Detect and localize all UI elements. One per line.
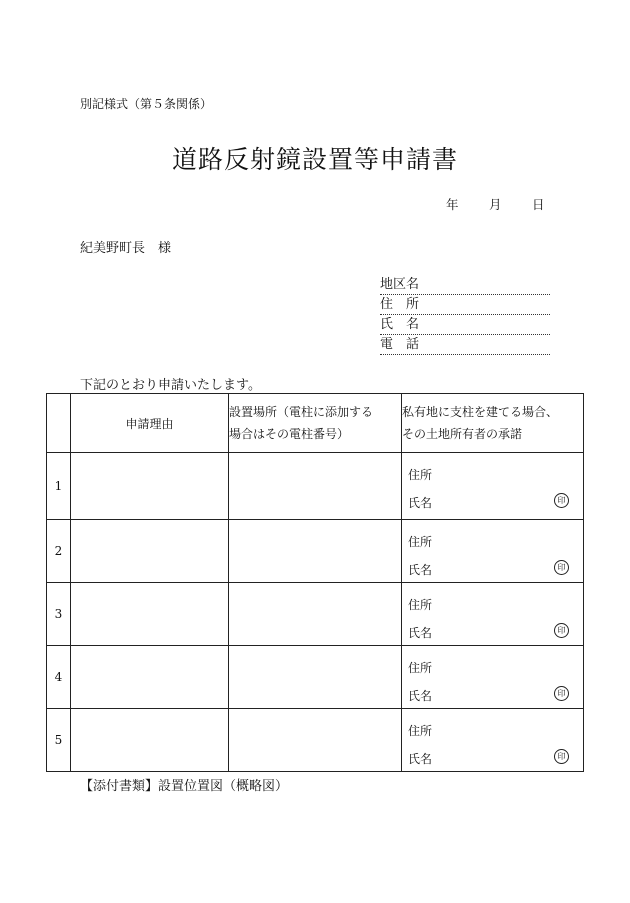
consent-name-label: 氏名 (408, 626, 433, 640)
row-number: 2 (47, 520, 71, 583)
reason-cell[interactable] (71, 709, 229, 772)
header-consent-line2: その土地所有者の承諾 (402, 427, 523, 441)
header-location (229, 394, 402, 453)
seal-icon: 印 (554, 623, 569, 638)
consent-address-label: 住所 (408, 724, 433, 738)
location-cell[interactable] (229, 453, 402, 520)
row-number: 3 (47, 583, 71, 646)
reason-cell[interactable] (71, 583, 229, 646)
attachment-note: 【添付書類】設置位置図（概略図） (80, 779, 289, 794)
reason-cell[interactable] (71, 453, 229, 520)
consent-address-label: 住所 (408, 468, 433, 482)
header-consent (402, 394, 584, 453)
applicant-phone-label: 電 話 (380, 337, 420, 352)
consent-name-label: 氏名 (408, 563, 433, 577)
consent-address-label: 住所 (408, 598, 433, 612)
seal-icon: 印 (554, 493, 569, 508)
location-cell[interactable] (229, 646, 402, 709)
seal-icon: 印 (554, 749, 569, 764)
consent-address-label: 住所 (408, 661, 433, 675)
header-location-line2: 場合はその電柱番号） (229, 427, 350, 441)
applicant-name-field[interactable] (380, 316, 550, 335)
consent-cell[interactable] (402, 520, 584, 583)
table-row (47, 646, 584, 709)
reason-cell[interactable] (71, 646, 229, 709)
location-cell[interactable] (229, 583, 402, 646)
table-row (47, 583, 584, 646)
date-month-label: 月 (489, 197, 502, 212)
seal-icon: 印 (554, 560, 569, 575)
table-header-row (47, 394, 584, 453)
intro-text: 下記のとおり申請いたします。 (80, 378, 261, 393)
applicant-phone-field[interactable] (380, 336, 550, 355)
seal-icon: 印 (554, 686, 569, 701)
consent-address-label: 住所 (408, 535, 433, 549)
addressee: 紀美野町長 様 (80, 241, 172, 256)
row-number: 5 (47, 709, 71, 772)
consent-cell[interactable] (402, 646, 584, 709)
header-consent-line1: 私有地に支柱を建てる場合、 (402, 405, 559, 419)
form-label: 別記様式（第５条関係） (80, 97, 213, 111)
table-row (47, 453, 584, 520)
header-reason: 申請理由 (71, 394, 229, 453)
location-cell[interactable] (229, 709, 402, 772)
header-number-cell (47, 394, 71, 453)
location-cell[interactable] (229, 520, 402, 583)
applicant-district-label: 地区名 (380, 277, 420, 292)
reason-cell[interactable] (71, 520, 229, 583)
row-number: 4 (47, 646, 71, 709)
consent-cell[interactable] (402, 583, 584, 646)
consent-name-label: 氏名 (408, 752, 433, 766)
date-day-label: 日 (532, 197, 545, 212)
applicant-address-field[interactable] (380, 296, 550, 315)
consent-cell[interactable] (402, 453, 584, 520)
consent-cell[interactable] (402, 709, 584, 772)
page-title: 道路反射鏡設置等申請書 (171, 145, 458, 174)
applicant-district-field[interactable] (380, 276, 550, 295)
row-number: 1 (47, 453, 71, 520)
applicant-address-label: 住 所 (380, 297, 420, 312)
application-table (46, 393, 584, 772)
consent-name-label: 氏名 (408, 496, 433, 510)
table-row (47, 709, 584, 772)
header-location-line1: 設置場所（電柱に添加する (229, 405, 374, 419)
table-row (47, 520, 584, 583)
date-year-label: 年 (446, 197, 459, 212)
applicant-name-label: 氏 名 (380, 317, 420, 332)
consent-name-label: 氏名 (408, 689, 433, 703)
